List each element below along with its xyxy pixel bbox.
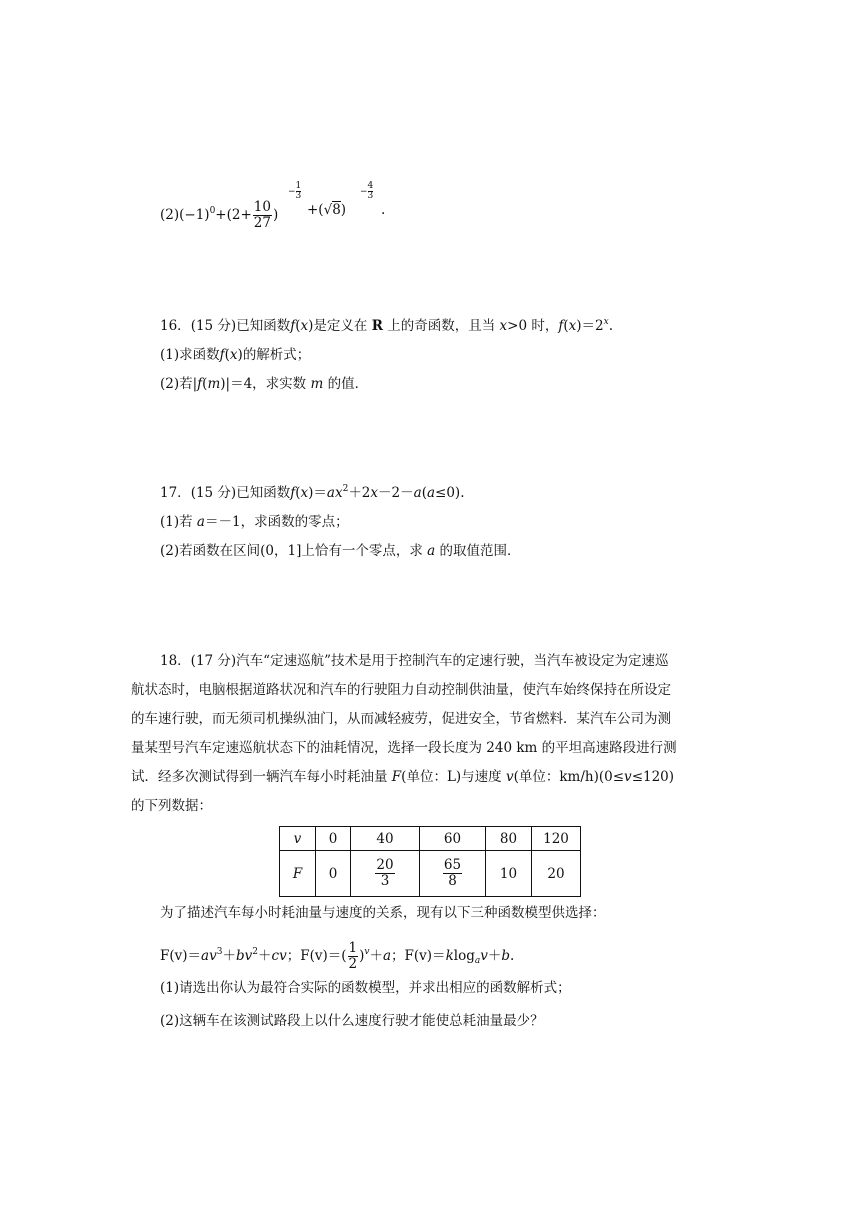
q16-part1: (1)求函数f(x)的解析式； bbox=[160, 347, 311, 363]
q18-line4: 量某型号汽车定速巡航状态下的油耗情况，选择一段长度为 240 km 的平坦高速路段进行测 bbox=[131, 740, 677, 756]
q15-part2-expression: $(2)(-1)^0+(2+$ $\frac{10}{27}$ ) bbox=[160, 199, 279, 231]
table-cell bbox=[351, 851, 420, 897]
table-cell: 60 bbox=[420, 827, 486, 851]
q17-part2: (2)若函数在区间(0，1]上恰有一个零点，求 a 的取值范围． bbox=[160, 543, 521, 559]
table-row bbox=[280, 827, 581, 851]
q18-line7: 为了描述汽车每小时耗油量与速度的关系，现有以下三种函数模型供选择： bbox=[160, 905, 606, 921]
q18-part2: (2)这辆车在该测试路段上以什么速度行驶才能使总耗油量最少？ bbox=[160, 1013, 544, 1029]
table-cell: 10 bbox=[486, 851, 532, 897]
sqrt-sign: √ bbox=[323, 202, 333, 218]
q18-line5: 试．经多次测试得到一辆汽车每小时耗油量 F(单位：L)与速度 v(单位：km/h)(0≤v≤120) bbox=[131, 769, 675, 785]
q18-models: $F(v)=av^3+bv^2+cv$；F(v)＝( $\frac{1}{2}$ )$^v$＋a；F(v)＝klog$_a$v＋b. bbox=[160, 940, 515, 972]
fraction-1-2: $\frac{1}{2}$ bbox=[348, 940, 358, 972]
fuel-data-table bbox=[279, 826, 581, 897]
q18-line3: 的车速行驶，而无须司机操纵油门，从而减轻疲劳，促进安全，节省燃料．某汽车公司为测 bbox=[131, 711, 671, 727]
q17-part1: (1)若 a＝－1，求函数的零点； bbox=[160, 514, 349, 530]
q15-exponent-1: − $\frac{1}{3}$ bbox=[288, 181, 302, 201]
table-cell: v bbox=[280, 827, 316, 851]
q18-line1: 18．(17 分)汽车“定速巡航”技术是用于控制汽车的定速行驶，当汽车被设定为定速巡 bbox=[160, 653, 669, 669]
table-cell bbox=[420, 851, 486, 897]
q18-line2: 航状态时，电脑根据道路状况和汽车的行驶阻力自动控制供油量，使汽车始终保持在所设定 bbox=[131, 682, 671, 698]
table-cell: 0 bbox=[316, 851, 351, 897]
q15-part2-label: (2) bbox=[160, 207, 180, 223]
q18-line6: 的下列数据： bbox=[131, 798, 212, 814]
q15-period: . bbox=[381, 202, 386, 218]
q15-sqrt-term: +(√8) bbox=[307, 202, 347, 218]
table-cell: 40 bbox=[351, 827, 420, 851]
table-cell: 0 bbox=[316, 827, 351, 851]
fraction-20-3: $\frac{20}{3}$ bbox=[376, 857, 394, 889]
table-cell: 80 bbox=[486, 827, 532, 851]
fraction-10-27: $\frac{10}{27}$ bbox=[253, 199, 271, 231]
q16-stem: 16．(15 分)已知函数f(x)是定义在 R 上的奇函数，且当 x>0 时，$f(x)=2^x$. bbox=[160, 317, 613, 334]
q16-part2: (2)若|f(m)|＝4，求实数 m 的值． bbox=[160, 376, 369, 392]
table-cell: 20 bbox=[532, 851, 581, 897]
fraction-65-8: $\frac{65}{8}$ bbox=[443, 857, 462, 889]
q17-stem: 17．(15 分)已知函数$f(x)=ax^2+2x-2-a(a\le 0)$. bbox=[160, 484, 465, 501]
table-cell: 120 bbox=[532, 827, 581, 851]
q18-part1: (1)请选出你认为最符合实际的函数模型，并求出相应的函数解析式； bbox=[160, 980, 571, 996]
table-cell: F bbox=[280, 851, 316, 897]
table-row bbox=[280, 851, 581, 897]
q15-exponent-2: − $\frac{4}{3}$ bbox=[360, 181, 374, 201]
